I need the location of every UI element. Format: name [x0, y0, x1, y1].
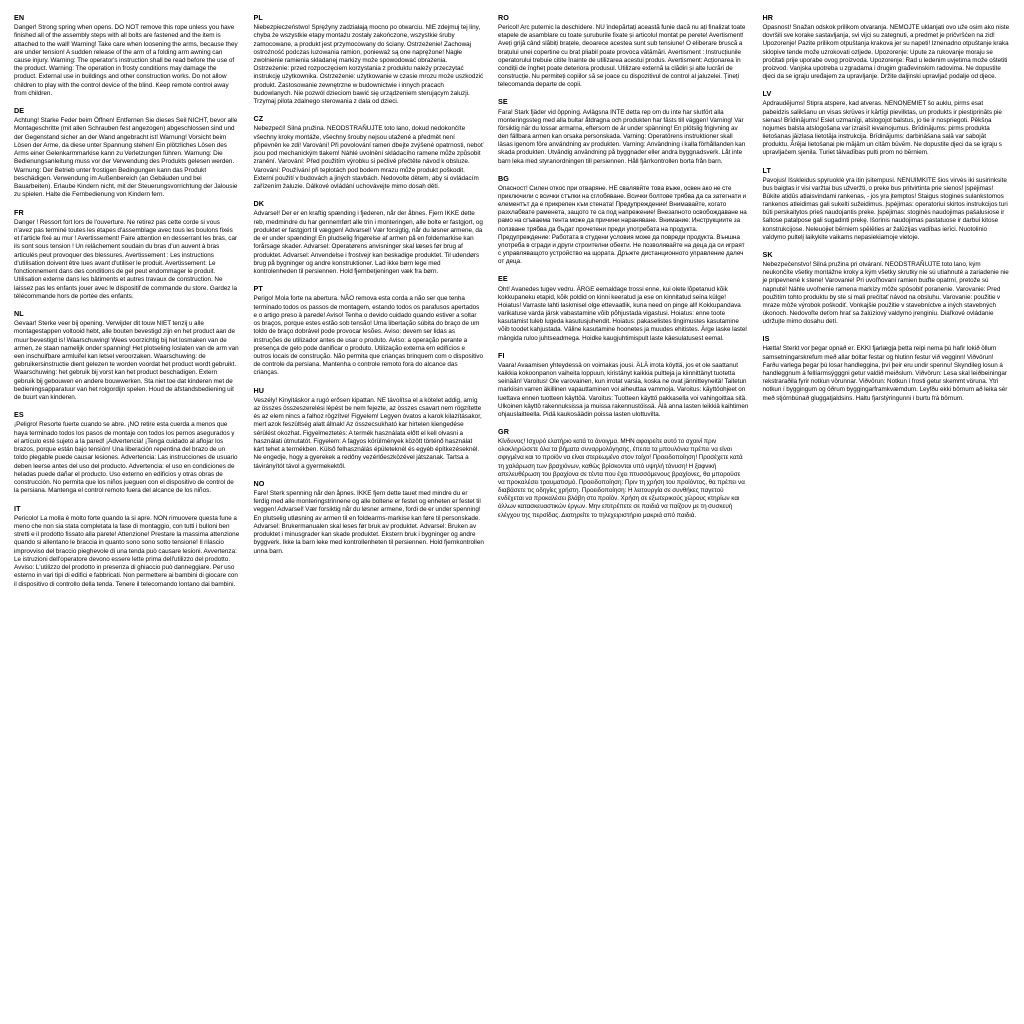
warning-text: ¡Peligro! Resorte fuerte cuando se abre. ¡NO retire esta cuerda a menos que haya terminado todos los pasos de montaje con todos los pernos asegurados y el artículo esté sujeto a la pared! ¡Advertencia! ¡Tenga cuidado al aflojar los brazos, porque están bajo tensión! Una liberación repentina del brazo de un toldo plegable puede causar lesiones. Advertencia: Las instrucciones de usuario deben leerse antes del uso del producto. Advertencia: el uso en condiciones de heladas puede dañar el producto. Uso externo en edificios y otras obras de construcción. No permita que los niños jueguen con el dispositivo de control de la persiana. Mantenga el control remoto fuera del alcance de los niños.: [14, 421, 238, 495]
warning-text: Κίνδυνος! Ισχυρό ελατήριο κατά το άνοιγμα. ΜΗΝ αφαιρείτε αυτό το σχοινί πριν ολοκληρώσετε όλα τα βήματα συναρμολόγησης, έπειτα τα μπουλόνια πρέπει να είναι σφιγμένα και το προϊόν να είναι στερεωμένο στον τοίχο! Προειδοποίηση! Προσέχετε κατά τη χαλάρωση των βραχιόνων, καθώς βρίσκονται υπό υψηλή τάνυση! Η ξαφνική απελευθέρωση του βραχίονα σε τέντα που έχει πτυσσόμενους βραχίονες, θα μπορούσε να προκαλέσει τραυματισμό. Προειδοποίηση: Πριν τη χρήση του προϊόντος, θα πρέπει να διαβάσετε τις οδηγίες χρήστη. Προειδοποίηση: Η λειτουργία σε συνθήκες παγετού ενδέχεται να προκαλέσει βλάβη στο προϊόν. Χρήση σε εξωτερικούς χώρους κτηρίων και άλλων κατασκευαστικών έργων. Μην επιτρέπετε σε παιδιά να παίζουν με τη συσκευή ελέγχου της περσίδας. Διατηρείτε το τηλεχειριστήριο μακριά από παιδιά.: [498, 438, 745, 519]
column-2: [254, 14, 499, 565]
warning-text: Danger! Strong spring when opens. DO NOT remove this rope unless you have finished all of the assembly steps with all bolts are fastened and the item is attached to the wall! Warning! Take care when loosening the arms, because they are under tension! A sudden release of the arm of a folding arm awning can cause injury. Warning: The operator's instruction shall be read before the use of the product. Warning: The operation in frosty conditions may damage the product. External use in buildings and other construction works. Do not allow children to play with the control device of the blind. Keep remote control away from children.: [14, 24, 238, 97]
language-block-ee: [498, 275, 748, 342]
warning-text: Gevaar! Sterke veer bij opening. Verwijder dit touw NIET tenzij u alle montagestappen voltooid hebt, alle bouten bevestigd zijn en het product aan de muur bevestigd is! Waarschuwing! Wees voorzichtig bij het losmaken van de armen, ze staan namelijk onder spanning! Het plotseling loslaten van de arm van een inschuifbare armluifel kan letsel veroorzaken. Waarschuwing: de gebruikersinstructie dient gelezen te worden voordat het product wordt gebruikt. Waarschuwing: het gebruik bij vorst kan het product beschadigen. Extern gebruik bij gebouwen en andere bouwwerken. Sta niet toe dat kinderen met de bedieningsapparatuur van het rolgordijn spelen. Houd de afstandsbediening uit de buurt van kinderen.: [14, 320, 239, 402]
language-code: FR: [14, 207, 24, 217]
warning-text: Vaara! Avaamisen yhteydessä on voimakas jousi. ÄLÄ irrota köyttä, jos et ole saattanut kaikkia kokoonpanon vaiheita loppuun, kiristänyt kaikkia pultteja ja kiinnittänyt tuotetta seinään! Varoitus! Ole varovainen, kun irrotat varsia, koska ne ovat jännitteyneitä! Taitetun markiisin varren äkillinen vapauttaminen voi aiheuttaa vammoja. Varoitus: käyttöohjeet on luettava ennen tuotteen käyttöä. Varoitus: Tuotteen käyttö pakkasella voi vahingoittaa sitä. Ulkoinen käyttö rakennuksissa ja muissa rakennustöissä. Älä anna lasten leikkiä kaihtimen ohjauslaitteella. Pidä kaukosäädin poissa lasten ulottuvilta.: [498, 361, 749, 418]
warning-text: Achtung! Starke Feder beim Öffnen! Entfernen Sie dieses Seil NICHT, bevor alle Montageschritte (mit allen Schrauben fest angezogen) abgeschlossen sind und der Gegenstand sicher an der Wand angebracht ist! Warnung! Vorsicht beim Lösen der Arme, da diese unter Spannung stehen! Ein plötzliches Lösen des Arms einer Gelenkarmmarkise kann zu Verletzungen führen. Warnung: Die Bedienungsanleitung muss vor der Verwendung des Produkts gelesen werden. Warnung: Der Betrieb unter frostigen Bedingungen kann das Produkt beschädigen. Verwendung im Außenbereich (an Gebäuden und bei Bauarbeiten). Erlaube Kindern nicht, mit der Steuerungsvorrichtung der Jalousie zu spielen. Halte die Fernbedienung von Kindern fern.: [14, 117, 238, 199]
language-code: IS: [762, 334, 770, 344]
column-3: [498, 14, 762, 529]
language-block-nl: [14, 310, 240, 402]
language-block-se: [498, 98, 748, 165]
language-code: PL: [253, 13, 263, 22]
language-code: LV: [762, 89, 772, 99]
warning-text: Опасност! Силен откос при отваряне. НЕ свалявйте това въже, освен ако не сте приключили с всички стъпки на сглобяване. Всички болтове трябва да са затегнати и елементът да е прикрепен към стената! Предупреждение! Внимавайте, когато разхлабвате раменета, защото те са под напрежение! Внезапното освобождаване на рамо на сгъваема тента може да причини нараняване. Внимание: Инструкциите за ползване трябва да бъдат прочетени преди употребата на продукта. Предупреждение: Работата в студени условия може да повреди продукта. Външна употреба в сгради и други строителни обекти. Не позволявайте на деца да си играят с управляващото устройство на щората. Дръжте дистанционното управление далеч от деца.: [498, 184, 747, 266]
language-code: EE: [498, 274, 508, 284]
warning-text: Fara! Stark fjäder vid öppning. Avlägsna INTE detta rep om du inte har slutfört alla monteringssteg med alla bultar åtdragna och produkten har fästs till väggen! Varning! Var försiktig när du lossar armarna, eftersom de är under spänning! En plötslig frigivning av den fällbara armen kan orsaka personskada. Varning: Operatörens instruktioner skall läsas igenom före användning av produkten. Varning: Användning i kalla förhållanden kan skada produkten. Utvändig användning på byggnader eller andra byggnadsverk. Låt inte barn leka med styranordningen till persiennen. Håll fjärrkontrollen borta från barn.: [498, 108, 746, 165]
warning-text: Advarsel! Der er en kraftig spænding i fjederen, når der åbnes. Fjern IKKE dette reb, medmindre du har gennemført alle trin i monteringen, alle bolte er fastgjort, og produktet er fastgjort til væggen! Advarsel! Vær forsigtig, når du løsner armene, da de er under spænding! En pludselig frigørelse af armen på en foldemarkise kan forårsage skader. Advarsel: Operatørens anvisninger skal læses før brug af produktet. Advarsel: Anvendelse i frostvejr kan beskadige produktet. Til udendørs brug på bygninger og andre konstruktioner. Lad ikke børn lege med kontrolenheden til persiennen. Hold fjernbetjeningen væk fra børn.: [253, 210, 483, 276]
warning-text: Pericol! Arc puternic la deschidere. NU îndepărtați această funie dacă nu ați finalizat toate etapele de asamblare cu toate șuruburile fixate și articolul montat pe perete! Avertisment! Aveți grijă când slăbiți brațele, deoarece acestea sunt sub tensiune! O eliberare bruscă a brațului unei copertine cu brat pliabil poate provoca vătămări. Avertisment : Instrucțiunile operatorului trebuie citite înainte de utilizarea acestui produs. Avertisment: Acționarea în condiții de îngheț poate deteriora produsul. Utilizare externă la clădiri și alte lucrări de construcție. Nu permiteți copiilor să se joace cu dispozitivul de control al jaluzelei. Țineți telecomanda departe de copii.: [498, 24, 746, 89]
language-code: PT: [253, 284, 263, 294]
warning-text: Nebezpečenstvo! Silná pružina pri otváraní. NEODSTRAŇUJTE toto lano, kým neukončíte všetky montážne kroky a kým všetky skrutky nie sú utiahnuté a zariadenie nie je pripevnené k stene! Varovanie! Pri uvoľňovaní ramien buďte opatrní, pretože sú napnuté! Náhle uvoľnenie ramena markízy môže spôsobiť poranenie. Varovanie: Pred použitím tohto produktu by ste si mali prečítať návod na obsluhu. Varovanie: použitie v mraze môže výrobok poškodiť. Vonkajšie použitie v stavebníctve a iných stavebných úkonoch. Nedovoľte deťom hrať sa žalúziový valdymo įrenginiu. Diaľkové ovládanie udržujte mimo dosahu detí.: [762, 261, 1009, 326]
language-block-gr: [498, 428, 748, 520]
language-block-lv: [762, 90, 1010, 157]
language-code: EN: [14, 13, 25, 22]
language-code: CZ: [253, 114, 264, 124]
language-block-en: [14, 14, 240, 98]
warning-text: Pavojus! Išskleidus spyruoklė yra itin įsitempusi. NENUIMKITE šios virvės iki susirinksite bus baigtas ir visi varžtai bus užveržti, o preke bus pritvirtinta prie sienos! Įspėjimas! Būkite atidūs atlaisvindami rankenas, - jos yra įtemptos! Staigus stogines sulankstomos rankenos atleidimas gali sukelti sužeidimus. Įspėjimas: operatoriui skirtos instrukcijos turi būti perskaitytos prieš naudojantis preke. Įspėjimas: stoginės naudojimas pašalusiose ir šaltose patalpose gali sugadinti prekę. Išorinis naudojimas pastatuose ir darbui kitose konstrukcijose. Neleuojiet bērniem spēlēties ar žalūzijas vadības ierīci. Nuotolinio valdymo pultelį laikykite vaikams nepasiekiamoje vietoje.: [762, 176, 1008, 241]
language-block-es: [14, 411, 240, 495]
language-block-is: [762, 335, 1010, 402]
language-code: SK: [762, 249, 773, 259]
language-block-it: [14, 505, 240, 589]
language-code: DK: [253, 199, 265, 209]
language-code: RO: [498, 13, 509, 22]
language-code: SE: [498, 97, 508, 107]
language-block-no: [254, 480, 485, 556]
language-code: HU: [253, 385, 265, 395]
language-code: BG: [498, 173, 509, 183]
warning-text: Niebezpieczeństwo! Sprężyny zadziałają mocno po otwarciu. NIE zdejmuj tej liny, chyba że wszystkie etapy montażu zostały zakończone, wszystkie śruby zamocowane, a produkt jest przymocowany do ściany. Ostrzeżenie! Zachowaj ostrożność podczas luzowania ramion, ponieważ są one naprężone! Nagłe zwolnienie ramienia składanej markizy może spowodować obrażenia. Ostrzeżenie: przed rozpoczęciem korzystania z produktu należy przeczytać instrukcję użytkownika. Ostrzeżenie: użytkowanie w czasie mrozu może uszkodzić produkt. Zastosowanie zewnętrzne w budownictwie i innych pracach budowlanych. Nie pozwól dzieciom bawić się urządzeniem sterującym żaluzji. Trzymaj pilota zdalnego sterowania z dala od dzieci.: [253, 24, 484, 106]
column-1: [14, 14, 254, 598]
language-block-dk: [254, 200, 485, 276]
language-code: FI: [498, 350, 505, 360]
warning-text: Oht! Avanedes tugev vedru. ÄRGE eemaldage trossi enne, kui olete lõpetanud kõik kokkupaneku etapid, kõik poldid on kinni keeratud ja ese on kinnitatud seina külge! Hoiatus! Varraste lahti laskmisel olge ettevaatlik, kuna need on pinge all! Kokkupandava varikatuse varda järsk vabastamine võib põhjustada vigastusi. Hoiatus: enne toote kasutamist tuleb lugeda kasutusjuhendit. Hoiatus: pakaselistes tingimustes kasutamine võib toodet kahjustada. Väline kasutamine hoonetes ja muudes ehitistes. Ärge laske lastel mängida ruloo juhtseadmega. Hoidke kaugjuhtimispult laste käesulatusest eemal.: [498, 285, 747, 342]
language-block-hu: [254, 387, 485, 471]
language-block-fi: [498, 352, 748, 419]
warning-text: Apdraudējums! Stipra atspere, kad atveras. NENOŅEMIET šo auklu, pirms esat pabeidzis salikšanu un visas skrūves ir kārtīgi pievilktas, un produkts ir piestiprināts pie sienas! Brīdinājums! Esiet uzmanīgi, atslogojot balstus, jo tie ir nospriegoti. Pēkšņa nojumes balsta atslogošana var izraisīt ievainojumus. Brīdinājums: pirms produkta lietošanas jāizlasa lietotāja instrukcija. Brīdinājums: darbināšana salā var sabojāt produktu. Ārējai lietošanai pie mājām un citām būvēm. Ne dopustite djeci da se igraju s upravljačem sjenila. Turiet tālvadības pulti prom no bērniem.: [762, 100, 1002, 157]
language-code: NL: [14, 308, 24, 318]
warning-text: Hætta! Sterkt vor þegar opnað er. EKKI fjarlægja þetta reipi nema þú hafir lokið öllum samsetningarskrefum með allar boltar festar og hlutinn festur við vegginn! Viðvörun! Farðu varlega þegar þú losar handleggina, því þeir eru undir spennu! Skyndileg losun á handleggnum á fellíarmsýgggni getur valdið meiðslum. Viðvörun: Lesa skal leiðbeiningar rekstraraðila fyrir notkun vörunnar. Viðvörun: Notkun í frosti getur skemmt vöruna. Ytri notkun í byggingum og öðrum byggingarframkvæmdum. Leyfðu ekki börnum að leika sér með stjórnbúnað gluggatjaldsins. Haltu fjarstýringunni í burtu frá börnum.: [762, 345, 1008, 402]
language-code: HR: [762, 13, 774, 22]
language-block-ro: [498, 14, 748, 89]
warning-text: Veszély! Kinyitáskor a rugó erősen kipattan. NE távolítsa el a kötelet addig, amíg az összes összeszerelési lépést be nem fejezte, az összes csavart nem rögzítette és az elem nincs a falhoz rögzítve! Figyelem! Legyen óvatos a karok kilazításakor, mert azok feszültség alatt állnak! Az összecsukható kar hirtelen kiengedése sérülést okozhat. Figyelmeztetés: A termék használata előtt el kell olvasni a használati útmutatót. Figyelem: A fagyos körülmények között történő használat kárt tehet a termékben. Külső felhasználás épületeknél és egyéb építkezéseknél. Ne engedje, hogy a gyerekek a redőny vezérlőeszközével játszanak. Tartsa a távirányítót távol a gyermekektől.: [253, 396, 482, 470]
warning-text: Perigo! Mola forte na abertura. NÃO remova esta corda a não ser que tenha terminado todos os passos de montagem, estando todos os parafusos apertados e o artigo preso à parede! Aviso! Tenha o devido cuidado quando estiver a soltar os braços, porque estes estão sob tensão! Uma libertação súbita do braço de um toldo de braço dobrável pode provocar lesões. Aviso: devem ser lidas as instruções de utilizador antes de usar o produto. Aviso: a operação perante a presença de gelo pode danificar o produto. Utilização externa em edifícios e outros locais de construção. Não permita que crianças brinquem com o dispositivo de controle da persiana. Mantenha o controle remoto fora do alcance das crianças.: [253, 295, 483, 377]
language-block-de: [14, 107, 240, 199]
language-code: IT: [14, 503, 21, 513]
warning-text: Opasnost! Snažan odskok prilikom otvaranja. NEMOJTE uklanjati ovo uže osim ako niste dovršili sve korake sastavljanja, svi vijci su zategnuti, a predmet je pričvršćen na zid! Upozorenje! Pazite prilikom otpuštanja krakova jer su napeti! Iznenadno otpuštanje kraka sklopive tende može uzrokovati ozljede. Upozorenje: Upute za rukovanje moraju se pročitati prije uporabe ovog proizvoda. Upozorenje: Rad u ledenim uvjetima može oštetiti proizvod. Vanjska upotreba u zgradama i drugim građevinskim radovima. Ne dopustite djeci da se igraju uređajem za upravljanje. Držite daljinski upravljač podalje od djece.: [762, 24, 1010, 81]
language-block-pl: [254, 14, 485, 106]
columns-container: [14, 14, 1012, 598]
warning-text: Nebezpečí! Silná pružina. NEODSTRAŇUJTE toto lano, dokud nedokončíte všechny kroky montáže, všechny šrouby nejsou utažené a předmět není připevněn ke zdi! Varování! Při povolování ramen dbejte zvýšené opatrnosti, neboť jsou pod mechanickým tlakem! Náhlé uvolnění skládacího ramene může způsobit zranění. Varování: Před použitím výrobku si pečlivě přečtěte návod k obsluze. Varování: Používání při teplotách pod bodem mrazu může produkt poškodit. Externí použití v budovách a jiných stavbách. Nedovolte dětem, aby si ovládacím zařízením žaluzie. Dálkové ovládání uchovávejte mimo dosah dětí.: [253, 125, 484, 191]
language-block-bg: [498, 175, 748, 267]
warning-text: Pericolo! La molla è molto forte quando la si apre. NON rimuovere questa fune a meno che non sia stata completata la fase di montaggio, con tutti i bulloni ben stretti e il prodotto fissato alla parete! Attenzione! Prestare la massima attenzione quando si allentano le braccia in quanto sono sono sotto tensione! Il rilascio improvviso del braccio pieghevole di una tenda può causare lesioni. Avvertenza: Le istruzioni dell'operatore devono essere lette prima dell'utilizzo del prodotto. Avviso: L'utilizzo del prodotto in presenza di ghiaccio può danneggiare. Per uso esterno in vari tipi di edifici e fabbricati. Non permettere ai bambini di giocare con il dispositivo di controllo della tenda. Tenere il telecomando lontano dai bambini.: [14, 514, 240, 588]
language-code: NO: [253, 478, 265, 488]
language-block-lt: [762, 167, 1010, 242]
warning-text: Danger ! Ressort fort lors de l'ouverture. Ne retirez pas cette corde si vous n'avez pas terminé toutes les étapes d'assemblage avec tous les boulons fixés et l'article fixé au mur ! Avertissement! Faire attention en desserrant les bras, car ils sont sous tension ! Un relâchement soudain du bras d'un auvent à bras articulés peut provoquer des blessures. Avertissement : Les instructions d'utilisation doivent être lues avant d'utiliser le produit. Avertissement: Le fonctionnement dans des conditions de gel peut endommager le produit. Utilisation externe dans les bâtiments et autres travaux de construction. Ne laissez pas les enfants jouer avec le dispositif de commande du store. Gardez la télécommande hors de portée des enfants.: [14, 218, 238, 300]
language-block-cz: [254, 115, 485, 191]
language-block-fr: [14, 209, 240, 301]
language-code: LT: [762, 165, 771, 175]
language-code: GR: [498, 427, 509, 437]
language-block-sk: [762, 251, 1010, 326]
language-code: ES: [14, 410, 24, 420]
column-4: [762, 14, 1012, 412]
language-block-pt: [254, 285, 485, 377]
warning-text: Fare! Sterk spenning når den åpnes. IKKE fjern dette tauet med mindre du er ferdig med alle monteringstrinnene og alle boltene er festet og enheten er festet til veggen! Advarsel! Vær forsiktig når du løsner armene, fordi de er under spenning! En plutselig utløsning av armen til en foldearms-markise kan føre til personskade. Advarsel: Brukermanualen skal leses før bruk av produktet. Advarsel: Bruken av produktet i minusgrader kan skade produktet. Ekstern bruk i bygninger og andre byggverk. Ikke la barn leke med kontrollenheten til persiennen. Hold fjernkontrollen unna barn.: [253, 489, 484, 555]
language-block-hr: [762, 14, 1010, 81]
language-code: DE: [14, 106, 25, 116]
